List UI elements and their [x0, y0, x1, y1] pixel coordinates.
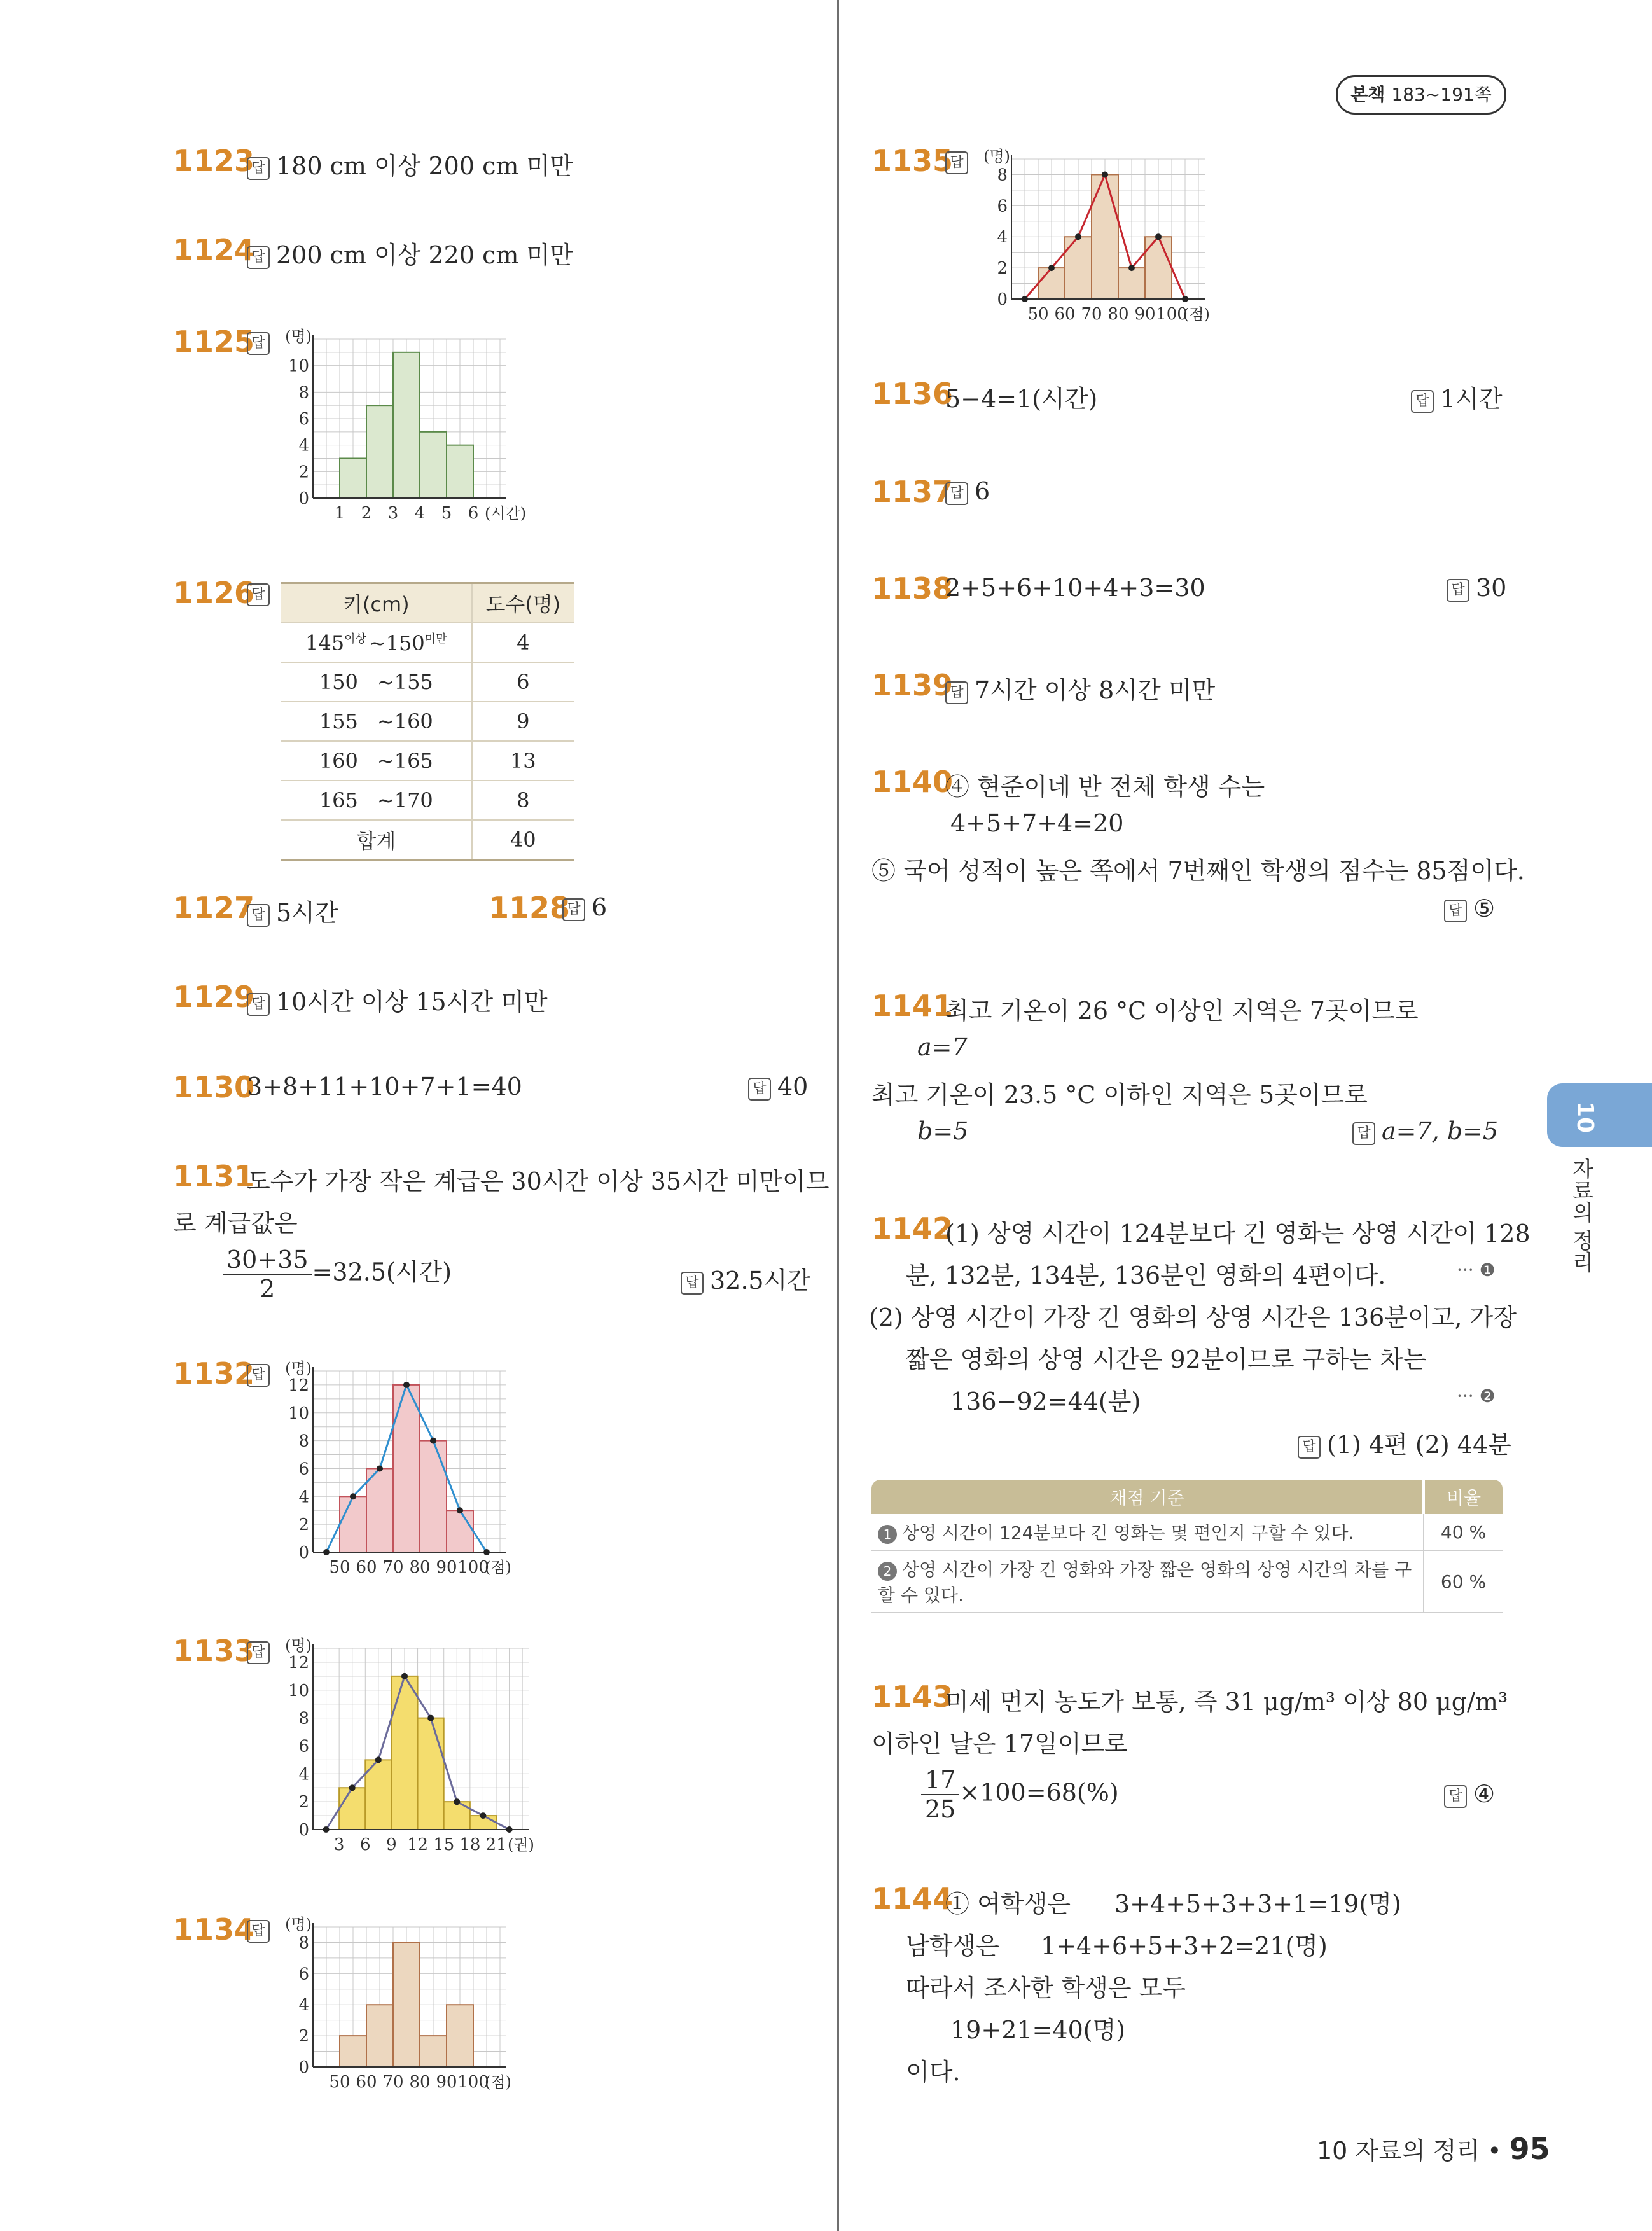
answer-line: 답 (1) 4편 (2) 44분	[1298, 1425, 1511, 1460]
criteria-ratio: 40 %	[1424, 1514, 1503, 1550]
answer-line: 답 5시간	[247, 893, 338, 928]
x-tick-label: 90	[436, 2073, 457, 2092]
y-tick-label: 2	[298, 2027, 309, 2047]
polygon-point	[430, 1438, 436, 1444]
solution-line: 19+21=40(명)	[950, 2016, 1126, 2044]
class-interval: 150 ~155	[281, 662, 472, 702]
histogram-1125	[274, 328, 541, 525]
problem-number: 1124	[173, 233, 255, 267]
criteria-row	[871, 1550, 1503, 1613]
polygon-point	[457, 1507, 463, 1513]
y-tick-label: 12	[288, 1375, 309, 1395]
x-tick-label: 70	[382, 2073, 404, 2092]
answer-mark: 답	[681, 1272, 704, 1295]
solution-line: ⑤ 국어 성적이 높은 쪽에서 7번째인 학생의 점수는 85점이다.	[871, 857, 1525, 885]
answer-mark: 답	[1298, 1436, 1321, 1459]
footer-chapter: 10 자료의 정리	[1317, 2137, 1480, 2165]
problem-number: 1139	[871, 668, 954, 702]
y-tick-label: 6	[298, 1737, 309, 1756]
chapter-tab[interactable]: 10	[1547, 1083, 1652, 1147]
histogram-bar	[393, 352, 420, 498]
x-tick-label: 50	[1027, 305, 1049, 324]
polygon-point	[323, 1826, 330, 1833]
x-tick-label: 1	[334, 504, 345, 523]
solution-line: 최고 기온이 26 °C 이상인 지역은 7곳이므로	[945, 997, 1419, 1025]
answer-mark-wrap	[247, 1359, 276, 1387]
polygon-point	[1102, 171, 1108, 177]
x-tick-label: 5	[441, 504, 452, 523]
solution-line: 1+4+6+5+3+2=21(명)	[1041, 1932, 1328, 1960]
answer-mark: 답	[1352, 1122, 1375, 1145]
y-axis-unit: (명)	[285, 1637, 312, 1655]
column-header: 키(cm)	[281, 583, 472, 623]
polygon-point	[454, 1798, 460, 1805]
x-tick-label: 60	[1054, 305, 1076, 324]
y-tick-label: 4	[997, 228, 1008, 247]
frequency: 4	[472, 623, 574, 662]
answer-mark: 답	[1447, 579, 1469, 602]
y-tick-label: 6	[997, 197, 1008, 216]
problem-number: 1123	[173, 144, 255, 178]
answer-mark: 답	[247, 993, 270, 1016]
y-tick-label: 6	[298, 1964, 309, 1984]
fraction-expression: $\frac{17}{25}$ ×100=68(%)	[921, 1766, 1119, 1823]
polygon-point	[401, 1673, 408, 1679]
histogram-bar	[1118, 268, 1145, 299]
class-interval: $145^{이상}$ $\sim 150^{미만}$	[281, 623, 472, 662]
answer-mark: 답	[748, 1078, 771, 1101]
frequency-table	[281, 582, 574, 861]
total-row	[281, 820, 574, 860]
polygon-point	[1182, 296, 1188, 302]
answer-mark: 답	[247, 1364, 270, 1387]
table-row	[281, 741, 574, 781]
polygon-point	[480, 1812, 486, 1819]
histogram-bar	[1065, 237, 1092, 299]
answer-line: 답 200 cm 이상 220 cm 미만	[247, 235, 573, 270]
y-tick-label: 8	[298, 1431, 309, 1451]
step-marker: 2	[878, 1562, 897, 1581]
answer-line: 답 a=7, b=5	[1352, 1117, 1498, 1145]
histogram-1134	[274, 1915, 553, 2094]
answer-mark: 답	[945, 681, 968, 704]
y-tick-label: 4	[298, 1765, 309, 1784]
frequency: 8	[472, 781, 574, 820]
solution-line: a=7	[917, 1033, 968, 1061]
x-tick-label: 6	[468, 504, 479, 523]
polygon-point	[1128, 265, 1135, 271]
y-tick-label: 2	[298, 1793, 309, 1812]
problem-number: 1128	[489, 891, 571, 925]
criteria-text: 2 상영 시간이 가장 긴 영화와 가장 짧은 영화의 상영 시간의 차를 구할 수 있다.	[871, 1550, 1424, 1613]
answer-line: 답 7시간 이상 8시간 미만	[945, 671, 1215, 705]
y-tick-label: 10	[288, 1681, 309, 1700]
answer-mark-wrap	[247, 327, 276, 355]
histogram-bar	[447, 445, 473, 498]
fraction: $\frac{17}{25}$	[921, 1766, 959, 1823]
solution-line: 짧은 영화의 상영 시간은 92분이므로 구하는 차는	[906, 1345, 1427, 1373]
x-tick-label: 80	[1107, 305, 1129, 324]
solution-line: 136−92=44(분)	[950, 1387, 1141, 1415]
y-tick-label: 12	[288, 1653, 309, 1672]
histogram-bar	[393, 1385, 420, 1552]
solution-line: 3+4+5+3+3+1=19(명)	[1114, 1890, 1401, 1918]
histogram-bar	[420, 2036, 447, 2067]
column-header: 도수(명)	[472, 583, 574, 623]
total-value: 40	[472, 820, 574, 860]
solution-line: ① 여학생은	[945, 1890, 1071, 1918]
solution-line: b=5	[917, 1117, 969, 1145]
x-tick-label: 100	[457, 2073, 489, 2092]
histogram-bar	[1145, 237, 1172, 299]
y-tick-label: 2	[298, 462, 309, 482]
answer-mark: 답	[247, 246, 270, 269]
x-tick-label: 60	[356, 1558, 377, 1577]
step-marker: ··· ❷	[1457, 1386, 1496, 1407]
x-tick-label: 80	[409, 1558, 431, 1577]
answer-mark-wrap	[945, 146, 975, 174]
y-tick-label: 8	[997, 165, 1008, 185]
y-axis-unit: (명)	[285, 1915, 312, 1933]
answer-mark: 답	[247, 904, 270, 927]
ratio-header: 비율	[1424, 1480, 1503, 1514]
histogram-bar	[391, 1676, 417, 1830]
histogram-1132	[274, 1359, 553, 1579]
x-tick-label: 100	[457, 1558, 489, 1577]
polygon-point	[1075, 233, 1081, 240]
answer-line: 답 10시간 이상 15시간 미만	[247, 982, 548, 1017]
y-tick-label: 10	[288, 356, 309, 376]
x-tick-label: 2	[361, 504, 372, 523]
y-tick-label: 8	[298, 383, 309, 403]
polygon-point	[350, 1493, 356, 1499]
criteria-row	[871, 1514, 1503, 1550]
x-axis-unit: (권)	[508, 1836, 534, 1854]
solution-line: (1) 상영 시간이 124분보다 긴 영화는 상영 시간이 128	[945, 1220, 1531, 1248]
solution-line: 5−4=1(시간)	[945, 385, 1098, 413]
histogram-bar	[447, 1510, 473, 1552]
solution-line: 2+5+6+10+4+3=30	[945, 574, 1205, 602]
histogram-bar	[366, 405, 393, 498]
answer-mark: 답	[562, 898, 585, 921]
y-tick-label: 4	[298, 436, 309, 455]
histogram-bar	[340, 459, 366, 499]
y-axis-unit: (명)	[285, 328, 312, 345]
polygon-point	[1022, 296, 1028, 302]
answer-line: 답 6	[945, 477, 990, 505]
x-tick-label: 15	[433, 1835, 455, 1854]
solution-line: 최고 기온이 23.5 °C 이하인 지역은 5곳이므로	[871, 1081, 1368, 1109]
problem-number: 1140	[871, 765, 954, 799]
x-tick-label: 12	[407, 1835, 429, 1854]
x-tick-label: 9	[386, 1835, 397, 1854]
answer-mark: 답	[247, 583, 270, 606]
solution-line: 이다.	[906, 2058, 961, 2086]
answer-mark: 답	[247, 332, 270, 355]
problem-number: 1144	[871, 1882, 954, 1916]
answer-line: 답 ⑤	[1444, 894, 1495, 922]
y-tick-label: 2	[997, 259, 1008, 279]
answer-mark-wrap	[247, 1636, 276, 1664]
class-interval: 160 ~165	[281, 741, 472, 781]
problem-number: 1137	[871, 475, 954, 509]
answer-mark: 답	[247, 1641, 270, 1664]
x-tick-label: 50	[329, 1558, 351, 1577]
histogram-bar	[420, 1441, 447, 1552]
solution-line: 미세 먼지 농도가 보통, 즉 31 μg/m³ 이상 80 μg/m³	[945, 1688, 1508, 1716]
polygon-point	[323, 1549, 330, 1555]
fraction: $\frac{30+35}{2}$	[223, 1246, 312, 1303]
x-tick-label: 70	[382, 1558, 404, 1577]
y-tick-label: 8	[298, 1709, 309, 1728]
scoring-criteria-table	[871, 1480, 1503, 1613]
answer-mark: 답	[1411, 390, 1434, 413]
y-axis-unit: (명)	[285, 1359, 312, 1377]
table-row	[281, 662, 574, 702]
polygon-point	[1048, 265, 1055, 271]
criteria-ratio: 60 %	[1424, 1550, 1503, 1613]
polygon-point	[506, 1826, 513, 1833]
polygon-point	[349, 1784, 356, 1791]
answer-mark: 답	[1444, 900, 1467, 922]
x-tick-label: 3	[333, 1835, 345, 1854]
histogram-1133	[274, 1637, 553, 1856]
x-tick-label: 3	[387, 504, 399, 523]
x-tick-label: 6	[360, 1835, 371, 1854]
frequency: 13	[472, 741, 574, 781]
answer-line: 답 40	[748, 1073, 808, 1101]
problem-number: 1143	[871, 1679, 954, 1714]
class-interval: 165 ~170	[281, 781, 472, 820]
y-tick-label: 6	[298, 1459, 309, 1479]
x-axis-unit: (점)	[485, 1559, 511, 1576]
solution-line: 남학생은	[906, 1932, 999, 1960]
table-row	[281, 702, 574, 741]
y-tick-label: 0	[298, 1821, 309, 1840]
problem-number: 1136	[871, 377, 954, 411]
x-tick-label: 18	[459, 1835, 481, 1854]
answer-line: 답 30	[1447, 574, 1506, 602]
table-row	[281, 623, 574, 662]
y-tick-label: 0	[298, 489, 309, 508]
y-tick-label: 0	[997, 290, 1008, 309]
problem-number: 1135	[871, 144, 954, 178]
fraction-expression: $\frac{30+35}{2}$ =32.5(시간)	[223, 1246, 452, 1303]
x-tick-label: 100	[1156, 305, 1188, 324]
step-marker: 1	[878, 1525, 897, 1544]
polygon-point	[427, 1715, 434, 1721]
page-divider	[837, 0, 839, 2231]
problem-number: 1127	[173, 891, 255, 925]
y-tick-label: 4	[298, 1487, 309, 1507]
x-axis-unit: (시간)	[485, 504, 527, 522]
answer-line: 답 ④	[1444, 1780, 1495, 1808]
polygon-point	[377, 1465, 383, 1471]
x-tick-label: 21	[485, 1835, 507, 1854]
criteria-text: 1 상영 시간이 124분보다 긴 영화는 몇 편인지 구할 수 있다.	[871, 1514, 1424, 1550]
page-number: 95	[1509, 2132, 1550, 2166]
answer-mark: 답	[1444, 1785, 1467, 1808]
solution-line: 4+5+7+4=20	[950, 809, 1124, 837]
y-tick-label: 4	[298, 1996, 309, 2015]
x-tick-label: 90	[1134, 305, 1156, 324]
y-axis-unit: (명)	[983, 148, 1010, 165]
histogram-bar	[447, 2005, 473, 2067]
problem-number: 1125	[173, 324, 255, 359]
answer-mark: 답	[247, 1920, 270, 1943]
histogram-bar	[418, 1718, 444, 1830]
x-axis-unit: (점)	[1183, 305, 1210, 323]
criteria-header: 채점 기준	[871, 1480, 1424, 1514]
solution-line: 이하인 날은 17일이므로	[871, 1730, 1128, 1758]
problem-number: 1131	[173, 1159, 255, 1193]
solution-line: 3+8+11+10+7+1=40	[247, 1073, 522, 1101]
problem-number: 1133	[173, 1634, 255, 1668]
answer-line: 답 1시간	[1411, 379, 1503, 414]
table-row	[281, 781, 574, 820]
page-range-badge: 본책 183~191쪽	[1336, 75, 1506, 115]
solution-line: (2) 상영 시간이 가장 긴 영화의 상영 시간은 136분이고, 가장	[869, 1303, 1517, 1331]
x-tick-label: 80	[409, 2073, 431, 2092]
polygon-point	[1155, 233, 1162, 240]
problem-number: 1126	[173, 576, 255, 610]
problem-number: 1142	[871, 1211, 954, 1246]
y-tick-label: 2	[298, 1515, 309, 1535]
problem-number: 1134	[173, 1912, 255, 1947]
solution-line: 분, 132분, 134분, 136분인 영화의 4편이다.	[906, 1261, 1386, 1289]
step-marker: ··· ❶	[1457, 1260, 1496, 1281]
answer-mark-wrap	[247, 578, 276, 606]
histogram-bar	[1092, 174, 1118, 299]
x-tick-label: 90	[436, 1558, 457, 1577]
problem-number: 1132	[173, 1356, 255, 1391]
frequency: 6	[472, 662, 574, 702]
histogram-bar	[393, 1942, 420, 2067]
total-label: 합계	[281, 820, 472, 860]
y-tick-label: 0	[298, 1543, 309, 1562]
problem-number: 1141	[871, 989, 954, 1023]
problem-number: 1138	[871, 571, 954, 606]
solution-line: ④ 현준이네 반 전체 학생 수는	[945, 773, 1265, 801]
histogram-bar	[366, 1468, 393, 1552]
x-tick-label: 50	[329, 2073, 351, 2092]
y-tick-label: 10	[288, 1403, 309, 1423]
histogram-bar	[366, 2005, 393, 2067]
x-tick-label: 4	[414, 504, 426, 523]
solution-line: 따라서 조사한 학생은 모두	[906, 1974, 1186, 2002]
answer-line: 답 180 cm 이상 200 cm 미만	[247, 146, 573, 181]
answer-mark: 답	[247, 157, 270, 180]
x-tick-label: 70	[1081, 305, 1102, 324]
solution-line: 로 계급값은	[173, 1209, 298, 1237]
problem-number: 1130	[173, 1070, 255, 1104]
answer-mark-wrap	[247, 1915, 276, 1943]
histogram-bar	[420, 432, 447, 498]
footer-bullet: •	[1487, 2137, 1502, 2165]
page-footer	[1317, 2131, 1550, 2166]
answer-mark: 답	[945, 482, 968, 505]
y-tick-label: 0	[298, 2058, 309, 2077]
y-tick-label: 6	[298, 410, 309, 429]
polygon-point	[375, 1756, 382, 1763]
answer-line: 답 6	[562, 893, 607, 921]
class-interval: 155 ~160	[281, 702, 472, 741]
y-tick-label: 8	[298, 1933, 309, 1953]
solution-line: 도수가 가장 작은 계급은 30시간 이상 35시간 미만이므	[247, 1167, 829, 1195]
polygon-point	[483, 1549, 490, 1555]
histogram-1135	[972, 148, 1252, 326]
answer-line: 답 32.5시간	[681, 1261, 810, 1296]
histogram-bar	[340, 2036, 366, 2067]
histogram-bar	[340, 1496, 366, 1552]
histogram-bar	[339, 1788, 365, 1830]
x-tick-label: 60	[356, 2073, 377, 2092]
answer-mark: 답	[945, 151, 968, 174]
chapter-tab-label: 자료의 정리	[1568, 1158, 1593, 1273]
x-axis-unit: (점)	[485, 2073, 511, 2091]
problem-number: 1129	[173, 980, 255, 1014]
polygon-point	[403, 1382, 410, 1388]
histogram-bar	[1038, 268, 1065, 299]
frequency: 9	[472, 702, 574, 741]
